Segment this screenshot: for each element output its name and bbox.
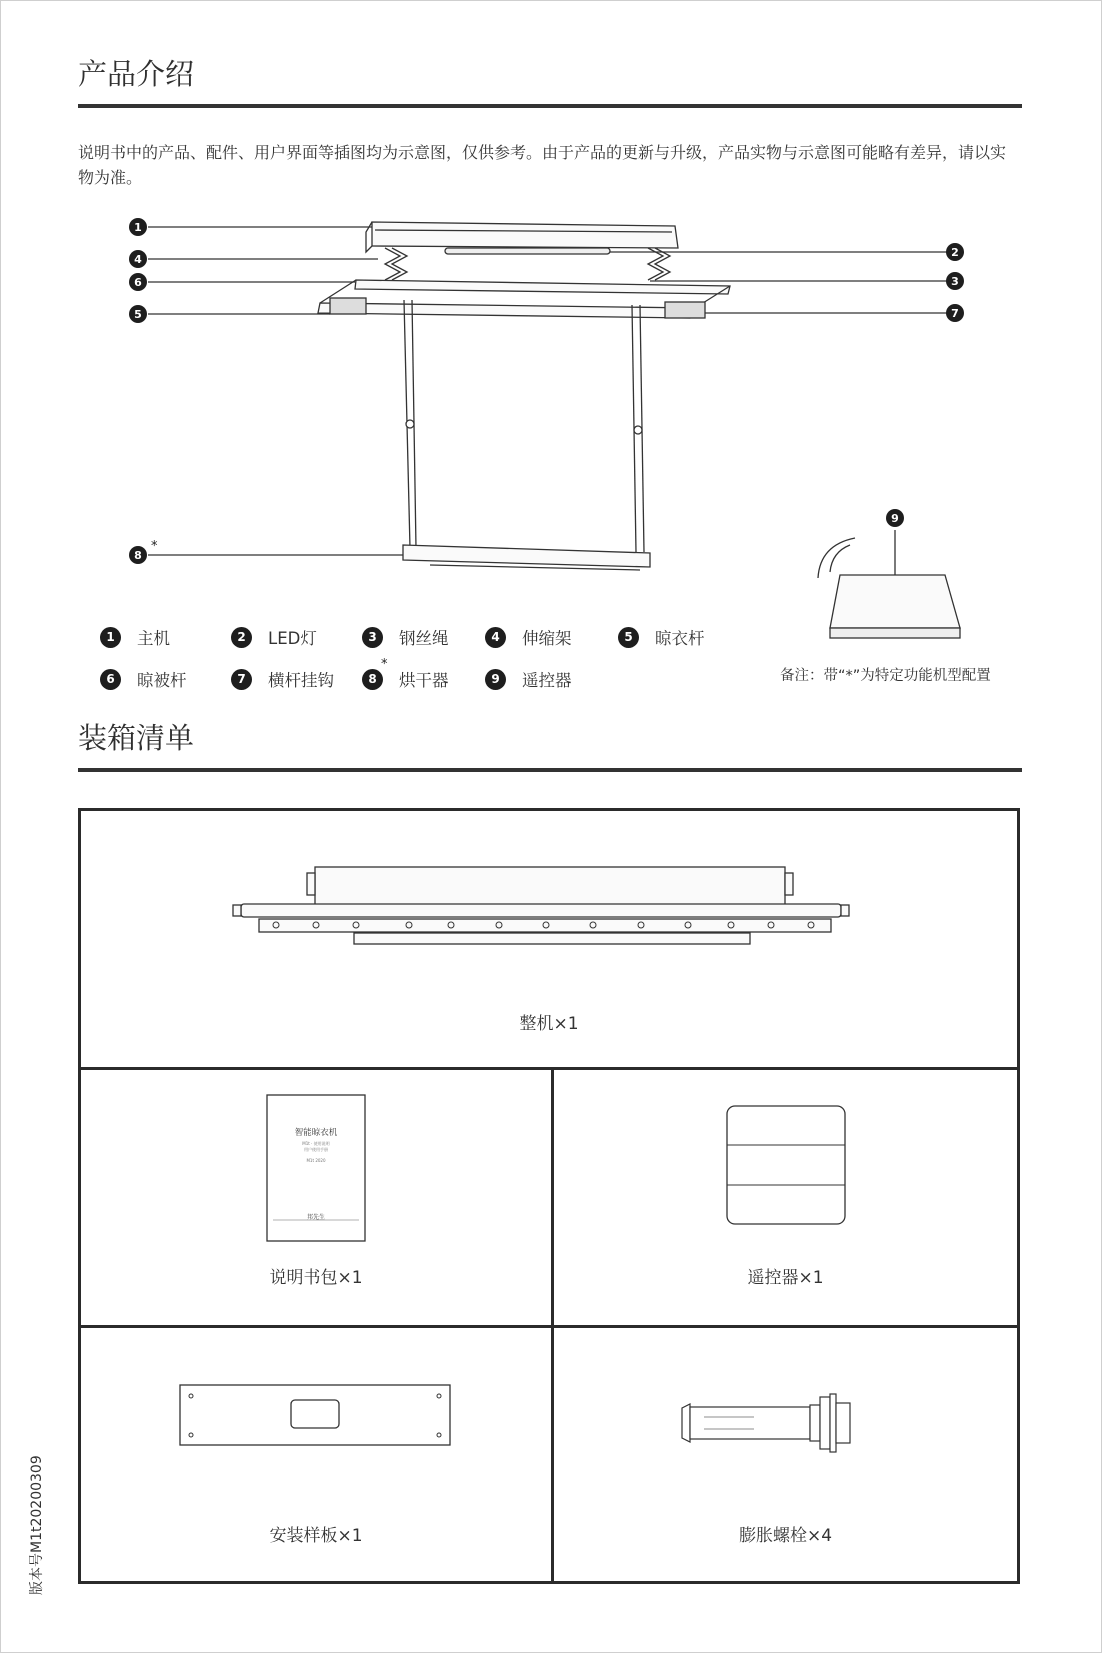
callout-8-star: * bbox=[151, 539, 158, 554]
item-label-whole-unit: 整机×1 bbox=[519, 1014, 579, 1034]
product-diagram bbox=[0, 0, 1102, 700]
callout-3: 3 bbox=[951, 275, 959, 288]
booklet-subtitle: M1t · 使用说明 bbox=[302, 1141, 330, 1146]
legend-number: 4 bbox=[485, 627, 506, 648]
legend-item-7 bbox=[231, 667, 334, 691]
item-label-template: 安装样板×1 bbox=[269, 1526, 363, 1546]
legend-number: 3 bbox=[362, 627, 383, 648]
callout-8: 8 bbox=[134, 549, 142, 562]
legend-label: 遥控器 bbox=[522, 671, 572, 690]
section-title-product-intro: 产品介绍 bbox=[78, 57, 195, 91]
legend-number: 2 bbox=[231, 627, 252, 648]
legend-number: 9 bbox=[485, 669, 506, 690]
booklet-brand: 邦先生 bbox=[306, 1214, 326, 1221]
legend-label: 伸缩架 bbox=[522, 629, 572, 648]
callout-7: 7 bbox=[951, 307, 959, 320]
intro-paragraph: 说明书中的产品、配件、用户界面等插图均为示意图，仅供参考。由于产品的更新与升级，产品实物与示意图可能略有差异，请以实物为准。 bbox=[78, 143, 1007, 187]
remote-control-drawing bbox=[818, 538, 960, 638]
section-rule bbox=[78, 768, 1022, 772]
main-host-drawing bbox=[366, 222, 678, 254]
callout-9: 9 bbox=[891, 512, 899, 525]
item-label-remote: 遥控器×1 bbox=[747, 1268, 824, 1288]
booklet-title: 智能晾衣机 bbox=[294, 1128, 338, 1138]
legend-label: 横杆挂钩 bbox=[268, 671, 334, 690]
legend-label: 钢丝绳 bbox=[399, 629, 449, 648]
legend-item-5 bbox=[618, 625, 705, 649]
clothes-rod-frame-drawing bbox=[318, 280, 730, 552]
legend-item-4 bbox=[485, 625, 572, 649]
legend-number: 8 bbox=[362, 669, 383, 690]
config-note: 备注：带“*”为特定功能机型配置 bbox=[780, 668, 991, 684]
legend-item-9 bbox=[485, 667, 572, 691]
callout-6: 6 bbox=[134, 276, 142, 289]
callout-group bbox=[129, 218, 964, 564]
legend-number: 5 bbox=[618, 627, 639, 648]
booklet-subtitle: 用户使用手册 bbox=[304, 1147, 328, 1152]
legend-number: 1 bbox=[100, 627, 121, 648]
legend-item-1 bbox=[100, 625, 170, 649]
legend-label: 晾衣杆 bbox=[655, 629, 705, 648]
legend-number: 7 bbox=[231, 669, 252, 690]
callout-2: 2 bbox=[951, 246, 959, 259]
item-label-expansion-bolt: 膨胀螺栓×4 bbox=[738, 1526, 833, 1546]
legend-label: 主机 bbox=[137, 629, 170, 648]
callout-1: 1 bbox=[134, 221, 142, 234]
legend-label: LED灯 bbox=[268, 629, 317, 648]
item-label-manual: 说明书包×1 bbox=[269, 1268, 363, 1288]
version-number: 版本号M1t20200309 bbox=[29, 1455, 45, 1595]
legend-item-2 bbox=[231, 625, 317, 649]
packing-list-table bbox=[78, 808, 1020, 1584]
legend-label: 晾被杆 bbox=[137, 671, 187, 690]
legend-label: 烘干器 bbox=[399, 671, 449, 690]
callout-5: 5 bbox=[134, 308, 142, 321]
legend-star: * bbox=[381, 657, 388, 672]
callout-4: 4 bbox=[134, 253, 142, 266]
legend-number: 6 bbox=[100, 669, 121, 690]
legend-item-3 bbox=[362, 625, 449, 649]
section-title-packing-list: 装箱清单 bbox=[78, 721, 195, 755]
legend-item-8 bbox=[362, 657, 449, 691]
dryer-drawing bbox=[403, 545, 650, 570]
booklet-model: M1t 2020 bbox=[306, 1158, 326, 1163]
legend-item-6 bbox=[100, 667, 187, 691]
